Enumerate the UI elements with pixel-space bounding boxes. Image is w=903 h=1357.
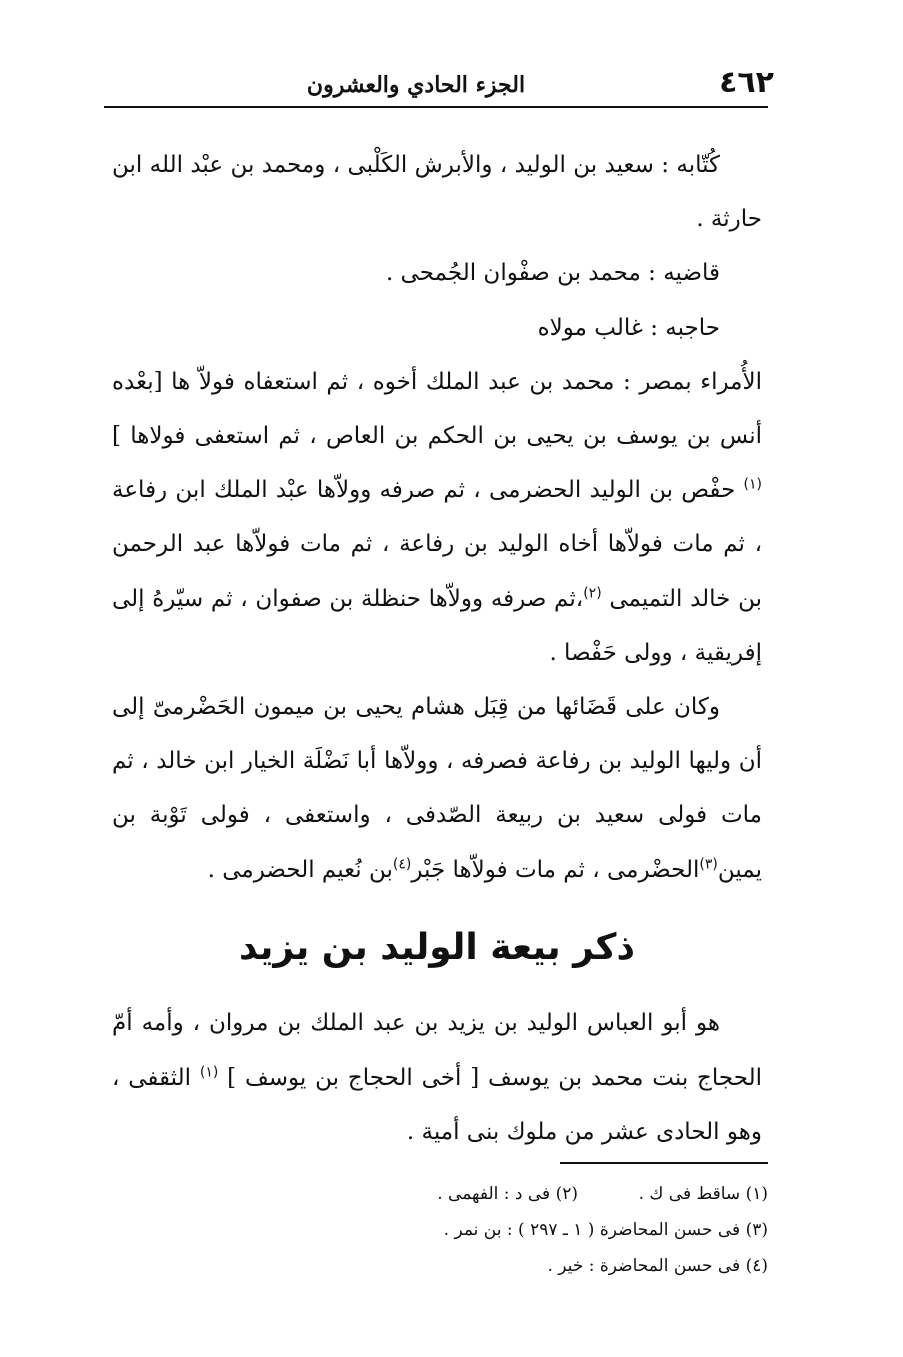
bay-a-text-1: هو أبو العباس الوليد بن يزيد بن عبد الملك بن مروان ، وأمه أمّ الحجاج بنت محمد بن يوسف [ أخى الحجاج بن يوسف ]: [112, 1010, 762, 1091]
umara-text-3: ،ثم صرفه وولاّها حنظلة بن صفوان ، ثم سيّرهُ إلى إفريقية ، وولى حَفْصا .: [112, 585, 762, 666]
running-head: الجزء الحادي والعشرون: [306, 72, 526, 98]
kuttab-paragraph: كُتّابه : سعيد بن الوليد ، والأبرش الكَلْبى ، ومحمد بن عبْد الله ابن حارثة .: [112, 152, 762, 233]
umara-paragraph: [112, 355, 762, 680]
footnote-row-2: [240, 1212, 768, 1248]
page-header: [104, 64, 774, 108]
footnote-ref-2: (٢): [583, 584, 602, 601]
section-text: [112, 996, 762, 1160]
page-number: ٤٦٢: [719, 65, 774, 100]
hajib-paragraph: حاجبه : غالب مولاه: [537, 314, 720, 341]
section-title: ذكر بيعة الوليد بن يزيد: [239, 927, 635, 968]
qudat-text-2: الحضْرمى ، ثم مات فولاّها جَبْر: [411, 856, 700, 883]
footnote-1: (١) ساقط فى ك .: [638, 1184, 768, 1204]
footnotes: [240, 1176, 768, 1284]
footnote-divider: [560, 1162, 768, 1164]
footnote-row-1: [240, 1176, 768, 1212]
main-text: [112, 138, 762, 897]
umara-text-2: حفْص بن الوليد الحضرمى ، ثم صرفه وولاّها عبْد الملك ابن رفاعة ، ثم مات فولاّها أخاه الوليد بن رفاعة ، ثم مات فولاّها عبد الرحمن بن خالد التميمى: [112, 477, 762, 612]
footnote-ref-1: (١): [743, 476, 763, 493]
footnote-ref-4: (٤): [392, 855, 412, 872]
footnote-ref-5: (١): [199, 1063, 219, 1080]
qudat-paragraph: [112, 680, 762, 897]
footnote-2: (٢) فى د : الفهمى .: [437, 1184, 578, 1204]
qudat-text-1: وكان على قَضَائها من قِبَل هشام يحيى بن ميمون الحَضْرمىّ إلى أن وليها الوليد بن رفاعة فصرفه ، وولاّها أبا نَضْلَة الخيار ابن خالد ، ثم مات فولى سعيد بن ربيعة الصّدفى ، واستعفى ، فولى تَوْبة بن يمين: [112, 694, 762, 883]
footnote-3: (٣) فى حسن المحاضرة ( ١ ـ ٢٩٧ ) : بن نمر .: [443, 1220, 768, 1240]
qudat-text-3: بن نُعيم الحضرمى .: [207, 856, 393, 883]
umara-text-1: الأُمراء بمصر : محمد بن عبد الملك أخوه ، ثم استعفاه فولاّ ها [بعْده أنس بن يوسف بن يحيى بن الحكم بن العاص ، ثم استعفى فولاها ]: [112, 368, 762, 450]
bay-a-paragraph: [112, 996, 762, 1160]
footnote-4: (٤) فى حسن المحاضرة : خير .: [547, 1256, 768, 1276]
footnote-row-3: [240, 1248, 768, 1284]
footnote-ref-3: (٣): [699, 855, 718, 872]
bay-a-text-2: الثقفى ، وهو الحادى عشر من ملوك بنى أمية .: [112, 1064, 762, 1145]
qadi-paragraph: قاضيه : محمد بن صفْوان الجُمحى .: [385, 260, 720, 287]
